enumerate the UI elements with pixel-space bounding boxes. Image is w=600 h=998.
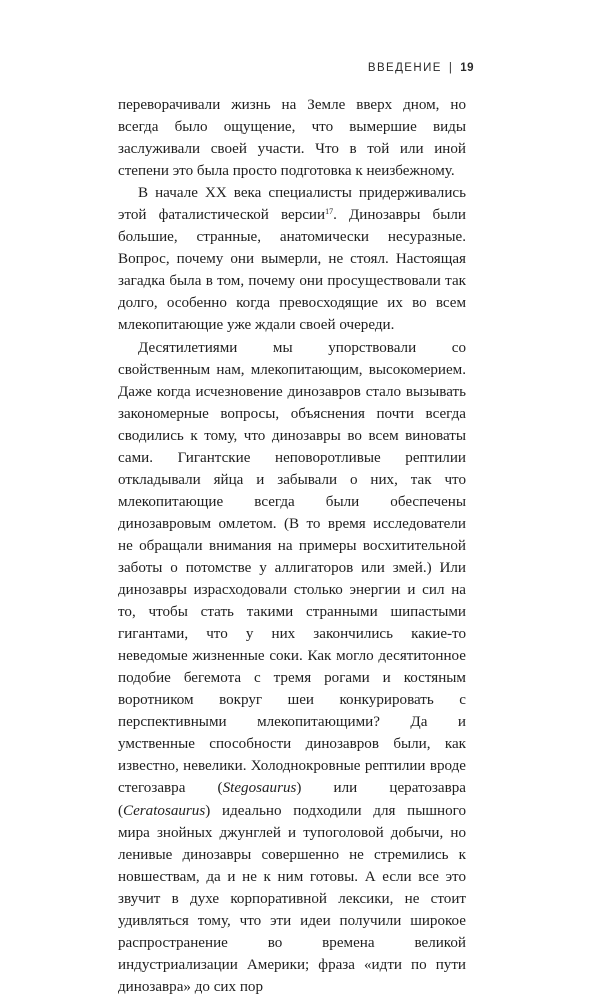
latin-name-stegosaurus: Stegosaurus — [222, 780, 297, 797]
running-head — [368, 62, 474, 74]
page-number: 19 — [460, 62, 474, 74]
body-text — [118, 94, 466, 998]
paragraph-2-text-a: В начале XX века специалисты придерживались этой фаталистической версии — [118, 185, 466, 224]
paragraph-3-text-c: ) идеально подходили для пышного мира знойных джунглей и тупоголовой добычи, но ленивые динозавры совершенно не стремились к новшествам, да и не к ним готовы. А если все это звучит в духе корпоративной лексики, не стоит удивляться тому, что эти идеи получили широкое распространение во времена великой индустриализации Америки; фраза «идти по пути динозавра» до сих пор — [118, 802, 466, 995]
chapter-title: ВВЕДЕНИЕ — [367, 62, 442, 74]
footnote-ref-17[interactable]: 17 — [325, 207, 334, 217]
header-separator: | — [448, 62, 454, 74]
latin-name-ceratosaurus: Ceratosaurus — [123, 802, 206, 819]
paragraph-1: переворачивали жизнь на Земле вверх дном, но всегда было ощущение, что вымершие виды заслуживали своей участи. Что в той или иной степени это была просто подготовка к неизбежному. — [118, 97, 466, 180]
paragraph-3 — [118, 337, 466, 998]
paragraph-3-text-b: ) или цератозавра ( — [118, 780, 466, 819]
paragraph-3-text-a: Десятилетиями мы упорствовали со свойственным нам, млекопитающим, высокомерием. Даже когда исчезновение динозавров стало вызывать закономерные вопросы, объяснения почти всегда сводились к тому, что динозавры во всем виноваты сами. Гигантские неповоротливые рептилии откладывали яйца и забывали о них, так что млекопитающие всегда были обеспечены динозавровым омлетом. (В то время исследователи не обращали внимания на примеры восхитительной заботы о потомстве у аллигаторов или змей.) Или динозавры израсходовали столько энергии и сил на то, чтобы стать такими странными шипастыми гигантами, что у них закончились какие-то неведомые жизненные соки. Как могло десятитонное подобие бегемота с тремя рогами и костяным воротником вокруг шеи конкурировать с перспективными млекопитающими? Да и умственные способности динозавров были, как известно, невелики. Холоднокровные рептилии вроде стегозавра ( — [118, 339, 466, 797]
paragraph-2-text-b: . Динозавры были большие, странные, анатомически несуразные. Вопрос, почему они вымерли, не стоял. Настоящая загадка была в том, почему они просуществовали так долго, особенно когда превосходящие их во всем млекопитающие уже ждали своей очереди. — [118, 207, 466, 334]
paragraph-2 — [118, 182, 466, 336]
